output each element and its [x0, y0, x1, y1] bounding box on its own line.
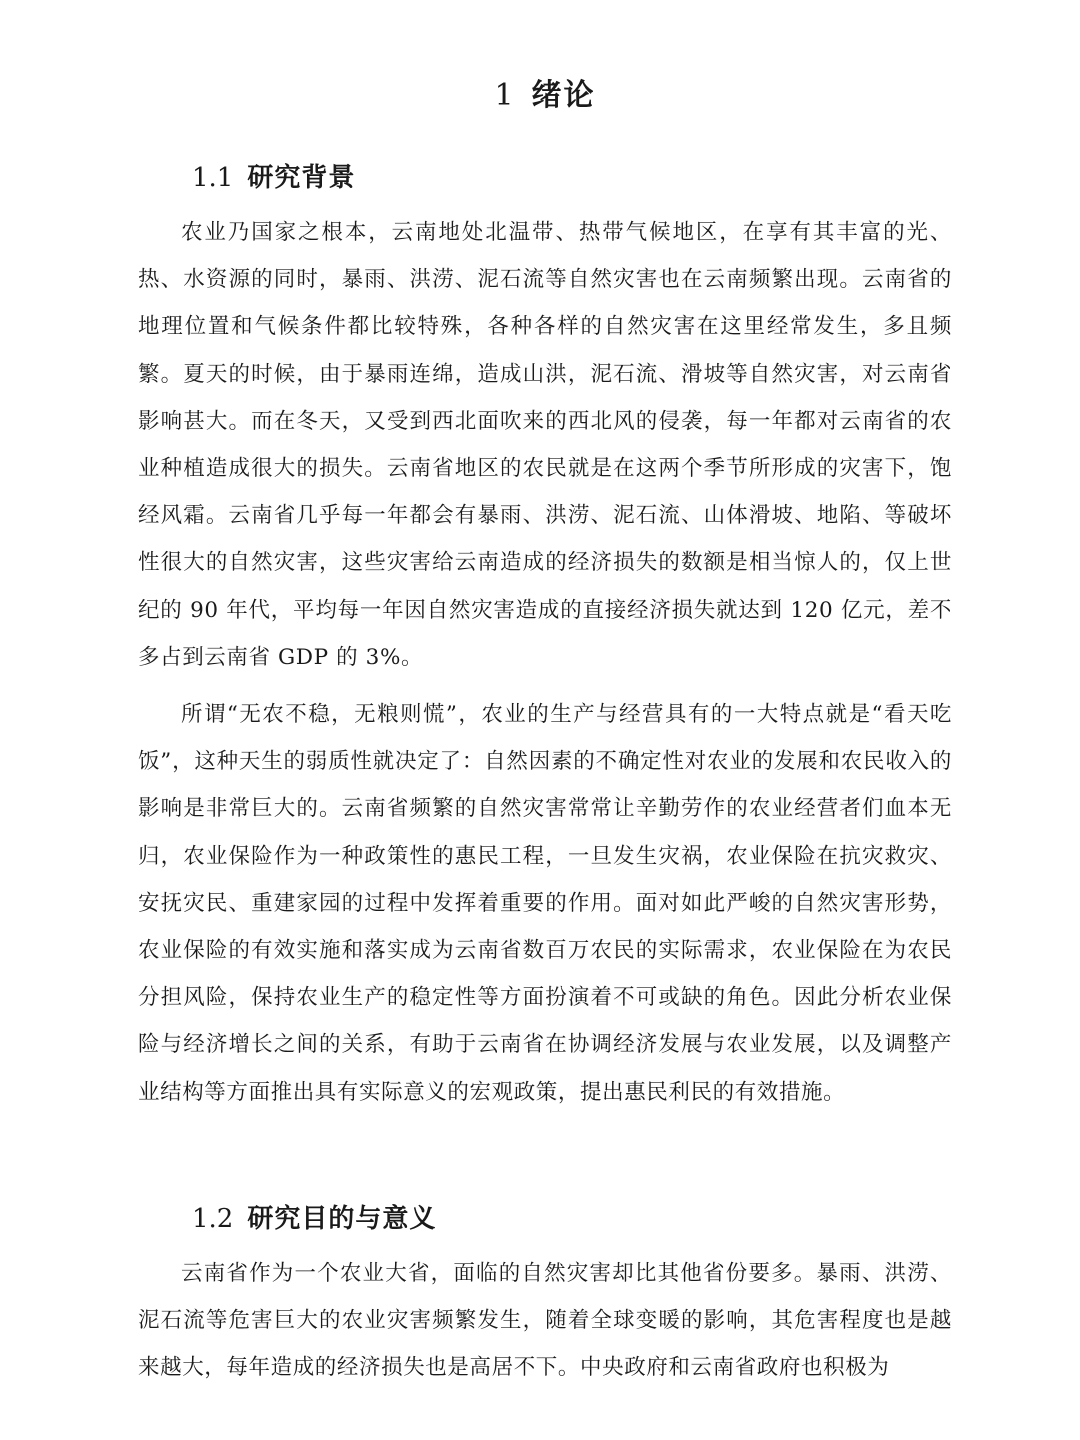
chapter-number: 1 — [494, 78, 516, 113]
section-title-1-2 — [192, 1201, 436, 1237]
section-title-1-1 — [192, 160, 355, 196]
chapter-title — [138, 76, 952, 116]
paragraph: 农业乃国家之根本，云南地处北温带、热带气候地区，在享有其丰富的光、热、水资源的同时，暴雨、洪涝、泥石流等自然灾害也在云南频繁出现。云南省的地理位置和气候条件都比较特殊，各种各样的自然灾害在这里经常发生，多且频繁。夏天的时候，由于暴雨连绵，造成山洪，泥石流、滑坡等自然灾害，对云南省影响甚大。而在冬天，又受到西北面吹来的西北风的侵袭，每一年都对云南省的农业种植造成很大的损失。云南省地区的农民就是在这两个季节所形成的灾害下，饱经风霜。云南省几乎每一年都会有暴雨、洪涝、泥石流、山体滑坡、地陷、等破坏性很大的自然灾害，这些灾害给云南造成的经济损失的数额是相当惊人的，仅上世纪的 90 年代，平均每一年因自然灾害造成的直接经济损失就达到 120 亿元，差不多占到云南省 GDP 的 3%。 — [138, 220, 952, 670]
section-heading: 研究背景 — [247, 163, 356, 193]
section-number: 1.1 — [192, 163, 234, 193]
chapter-heading: 绪论 — [531, 78, 596, 113]
section-heading: 研究目的与意义 — [247, 1204, 437, 1234]
section-number: 1.2 — [192, 1204, 234, 1234]
paragraph: 所谓“无农不稳，无粮则慌”，农业的生产与经营具有的一大特点就是“看天吃饭”，这种天生的弱质性就决定了：自然因素的不确定性对农业的发展和农民收入的影响是非常巨大的。云南省频繁的自然灾害常常让辛勤劳作的农业经营者们血本无归，农业保险作为一种政策性的惠民工程，一旦发生灾祸，农业保险在抗灾救灾、安抚灾民、重建家园的过程中发挥着重要的作用。面对如此严峻的自然灾害形势，农业保险的有效实施和落实成为云南省数百万农民的实际需求，农业保险在为农民分担风险，保持农业生产的稳定性等方面扮演着不可或缺的角色。因此分析农业保险与经济增长之间的关系，有助于云南省在协调经济发展与农业发展，以及调整产业结构等方面推出具有实际意义的宏观政策，提出惠民利民的有效措施。 — [138, 702, 952, 1105]
paragraph: 云南省作为一个农业大省，面临的自然灾害却比其他省份要多。暴雨、洪涝、泥石流等危害巨大的农业灾害频繁发生，随着全球变暖的影响，其危害程度也是越来越大，每年造成的经济损失也是高居不下。中央政府和云南省政府也积极为 — [138, 1261, 952, 1381]
